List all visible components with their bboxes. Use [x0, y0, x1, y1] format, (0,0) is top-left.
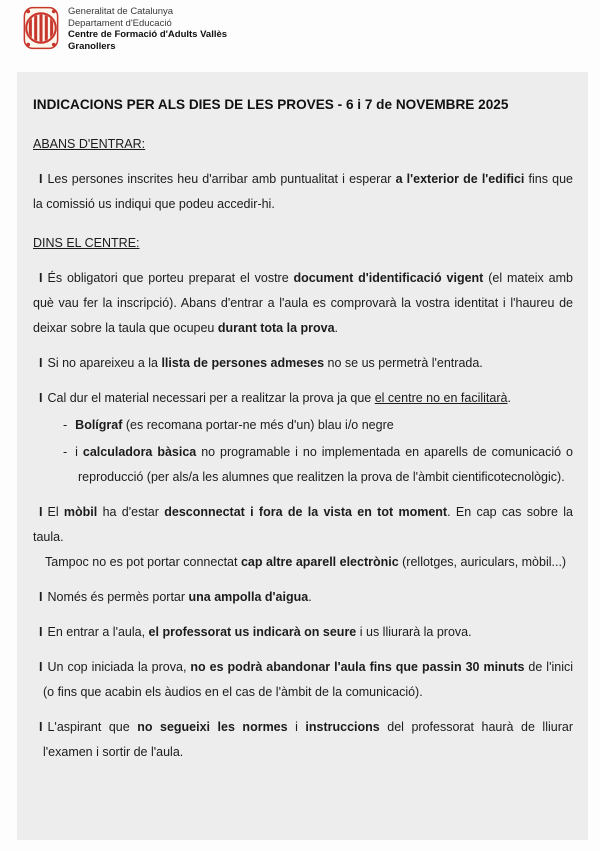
org-line-3: Centre de Formació d'Adults Vallès [68, 29, 228, 40]
letterhead [22, 4, 227, 57]
bullet-paragraph [33, 386, 573, 411]
generalitat-catalunya-logo-icon [22, 4, 60, 57]
text-segment: mòbil [63, 505, 98, 519]
bullet-paragraph [33, 655, 573, 705]
bullet-marker: I [39, 391, 43, 405]
bullet-marker: I [39, 172, 43, 186]
text-segment: calculadora bàsica [82, 445, 197, 459]
text-segment: (rellotges, auriculars, mòbil...) [398, 555, 567, 569]
text-segment: no segueixi les normes [137, 720, 288, 734]
text-segment: el centre no en facilitarà [374, 391, 508, 405]
dash-list-item [63, 413, 573, 438]
text-segment: Un cop iniciada la prova, [47, 660, 191, 674]
text-segment: a l'exterior de l'edifici [395, 172, 525, 186]
text-segment: de l'inici (o fins que acabin els àudios en el cas de l'àmbit de la comunicació). [43, 660, 574, 699]
bullet-paragraph [33, 585, 573, 610]
dash-marker: - [63, 418, 68, 432]
text-segment: llista de persones admeses [161, 356, 325, 370]
text-segment: i us lliurarà la prova. [356, 625, 472, 639]
text-segment: ha d'estar [97, 505, 165, 519]
bullet-paragraph [33, 167, 573, 217]
dash-marker: - [63, 445, 68, 459]
text-segment: fins que la comissió us indiqui que podeu accedir-hi. [33, 172, 573, 211]
text-segment: Cal dur el material necessari per a realitzar la prova ja que [47, 391, 375, 405]
bullet-paragraph [33, 351, 573, 376]
bullet-marker: I [39, 505, 43, 519]
section-heading: ABANS D'ENTRAR: [33, 137, 146, 151]
text-segment: cap altre aparell electrònic [240, 555, 399, 569]
text-segment: instruccions [305, 720, 380, 734]
text-segment: En entrar a l'aula, [47, 625, 149, 639]
bullet-paragraph [33, 715, 573, 765]
text-segment: durant tota la prova [217, 321, 335, 335]
bullet-paragraph [33, 500, 573, 550]
text-segment: no se us permetrà l'entrada. [324, 356, 483, 370]
text-segment: no programable i no implementada en aparells de comunicació o reproducció (per als/a les alumnes que realitzen la prova de l'àmbit cientificotecnològic). [78, 445, 573, 484]
document-title: INDICACIONS PER ALS DIES DE LES PROVES - 6 i 7 de NOVEMBRE 2025 [33, 97, 509, 112]
text-segment: . [334, 321, 339, 335]
text-segment: . [507, 391, 511, 405]
dash-list-item [63, 440, 573, 490]
text-segment: Bolígraf [75, 418, 123, 432]
text-segment: . En cap cas sobre la taula. [33, 505, 574, 544]
bullet-paragraph [33, 620, 573, 645]
text-segment: . [308, 590, 312, 604]
continuation-paragraph [45, 550, 573, 575]
section-heading: DINS EL CENTRE: [33, 236, 140, 250]
text-segment: una ampolla d'aigua [188, 590, 309, 604]
text-segment: El [47, 505, 64, 519]
text-segment: (es recomana portar-ne més d'un) blau i/o negre [122, 418, 394, 432]
text-segment: Només és permès portar [47, 590, 189, 604]
org-line-1: Generalitat de Catalunya [68, 6, 174, 17]
text-segment: document d'identificació vigent [293, 271, 484, 285]
bullet-marker: I [39, 590, 43, 604]
text-segment: desconnectat i fora de la vista en tot moment [164, 505, 448, 519]
text-segment: i [287, 720, 306, 734]
text-segment: (el mateix amb què vau fer la inscripció). Abans d'entrar a l'aula es comprovarà la vostra identitat i l'haureu de deixar sobre la taula que ocupeu [33, 271, 573, 335]
org-name-block [68, 4, 227, 52]
text-segment: el professorat us indicarà on seure [148, 625, 357, 639]
text-segment: Si no apareixeu a la [47, 356, 162, 370]
text-segment: És obligatori que porteu preparat el vostre [47, 271, 294, 285]
bullet-marker: I [39, 720, 43, 734]
notice-box [17, 72, 588, 840]
text-segment: Tampoc no es pot portar connectat [45, 555, 241, 569]
bullet-marker: I [39, 625, 43, 639]
text-segment: del professorat haurà de lliurar l'examen i sortir de l'aula. [43, 720, 573, 759]
text-segment: i [75, 445, 83, 459]
document-blocks [33, 132, 573, 765]
text-segment: Les persones inscrites heu d'arribar amb puntualitat i esperar [47, 172, 396, 186]
bullet-marker: I [39, 660, 43, 674]
org-line-4: Granollers [68, 40, 116, 52]
bullet-marker: I [39, 356, 43, 370]
text-segment: L'aspirant que [47, 720, 138, 734]
org-line-2: Departament d'Educació [68, 17, 172, 29]
bullet-paragraph [33, 266, 573, 341]
bullet-marker: I [39, 271, 43, 285]
text-segment: no es podrà abandonar l'aula fins que passin 30 minuts [190, 660, 525, 674]
